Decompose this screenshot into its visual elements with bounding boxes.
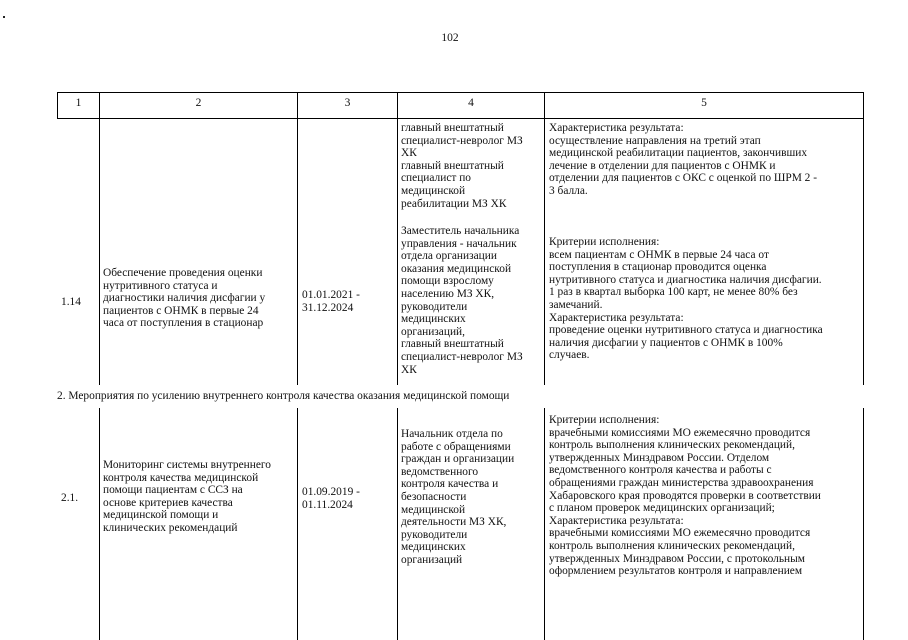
header-bottom-border bbox=[57, 118, 864, 119]
col-divider-2-lower bbox=[297, 408, 298, 640]
col-divider-3-lower bbox=[397, 408, 398, 640]
row-2-1-responsible: Начальник отдела по работе с обращениями граждан и организации ведомственного контроля качества и безопасности медицинской деятельности МЗ ХК, руководители медицинских организаций bbox=[401, 428, 515, 566]
header-col-3: 3 bbox=[344, 97, 351, 109]
col-divider-2 bbox=[297, 92, 298, 385]
col-divider-4 bbox=[544, 92, 545, 385]
scan-speck bbox=[3, 16, 5, 18]
header-col-2: 2 bbox=[195, 97, 202, 109]
row-1-14-result-bottom: Критерии исполнения: всем пациентам с ОНМК в первые 24 часа от поступления в стационар проводится оценка нутритивного статуса и диагностика наличия дисфагии. 1 раз в квартал выборка 100 карт, не менее 80% без замечаний. Характеристика результата: проведение оценки нутритивного статуса и диагностика наличия дисфагии у пациентов с ОНМК в 100% случаев. bbox=[549, 236, 823, 362]
row-2-1-period: 01.09.2019 - 01.11.2024 bbox=[302, 486, 360, 511]
col-divider-3 bbox=[397, 92, 398, 385]
header-col-4: 4 bbox=[468, 97, 474, 109]
row-1-14-responsible-top: главный внештатный специалист-невролог МЗ ХК главный внештатный специалист по медицинской реабилитации МЗ ХК bbox=[401, 122, 523, 210]
col-divider-1 bbox=[99, 92, 100, 385]
table-right-border-lower bbox=[863, 408, 864, 640]
table-right-border bbox=[863, 92, 864, 385]
row-1-14-title: Обеспечение проведения оценки нутритивного статуса и диагностики наличия дисфагии у пациентов с ОНМК в первые 24 часа от поступления в стационар bbox=[103, 267, 266, 330]
row-2-1-number: 2.1. bbox=[61, 492, 79, 504]
row-1-14-number: 1.14 bbox=[61, 296, 81, 308]
col-divider-4-lower bbox=[544, 408, 545, 640]
header-col-1: 1 bbox=[75, 97, 82, 109]
col-divider-1-lower bbox=[99, 408, 100, 640]
section-2-heading: 2. Мероприятия по усилению внутреннего контроля качества оказания медицинской помощи bbox=[57, 390, 510, 402]
row-2-1-title: Мониторинг системы внутреннего контроля качества медицинской помощи пациентам с ССЗ на основе критериев качества медицинской помощи и клинических рекомендаций bbox=[103, 459, 271, 534]
row-2-1-result: Критерии исполнения: врачебными комиссиями МО ежемесячно проводится контроль выполнения клинических рекомендаций, утвержденных Минздравом России. Отделом ведомственного контроля качества и работы с обращениями граждан министерства здравоохранения Хабаровского края проводятся проверки в соответствии с планом проверок медицинских организаций; Характеристика результата: врачебными комиссиями МО ежемесячно проводится контроль выполнения клинических рекомендаций, утвержденных Минздравом России, с протокольным оформлением результатов контроля и направлением bbox=[549, 414, 821, 578]
header-col-5: 5 bbox=[701, 97, 707, 109]
page-number: 102 bbox=[441, 32, 459, 44]
row-1-14-period: 01.01.2021 - 31.12.2024 bbox=[302, 289, 360, 314]
table-top-border bbox=[57, 92, 864, 93]
row-1-14-responsible-bottom: Заместитель начальника управления - начальник отдела организации оказания медицинской помощи взрослому населению МЗ ХК, руководители медицинских организаций, главный внештатный специалист-невролог МЗ ХК bbox=[401, 225, 523, 376]
row-1-14-result-top: Характеристика результата: осуществление направления на третий этап медицинской реабилитации пациентов, закончивших лечение в отделении для пациентов с ОНМК и отделении для пациентов с ОКС с оценкой по ШРМ 2 - 3 балла. bbox=[549, 122, 818, 197]
